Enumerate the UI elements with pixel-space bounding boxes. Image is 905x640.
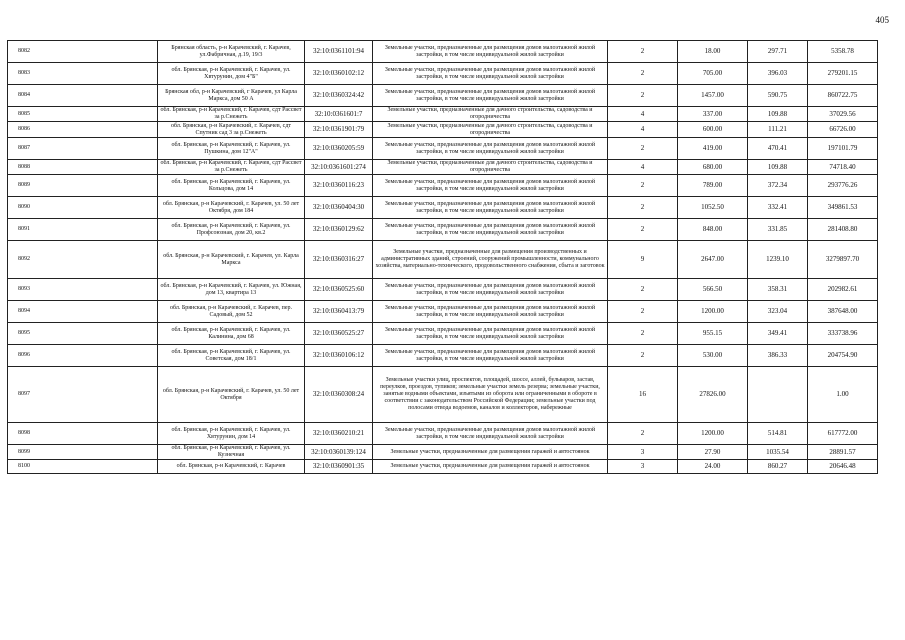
group-cell: 2 (608, 219, 678, 241)
cadastral-number-cell: 32:10:0360102:12 (305, 63, 373, 85)
group-cell: 9 (608, 241, 678, 279)
group-cell: 2 (608, 63, 678, 85)
table-row (8, 219, 878, 241)
cadastral-number-cell: 32:10:0361101:94 (305, 41, 373, 63)
land-use-cell: Земельные участки, предназначенные для размещения гаражей и автостоянок (373, 445, 608, 460)
land-use-cell: Земельные участки, предназначенные для размещения домов малоэтажной жилой застройки, в том числе индивидуальной жилой застройки (373, 197, 608, 219)
table-row (8, 175, 878, 197)
row-number: 8095 (8, 323, 158, 345)
land-use-cell: Земельные участки, предназначенные для дачного строительства, садоводства и огородничества (373, 160, 608, 175)
value-cell: 349861.53 (808, 197, 878, 219)
address-cell: обл. Брянская, р-н Карачевский, г. Карачев, сдт Рассвет за р.Снежеть (158, 107, 305, 122)
area-cell: 1457.00 (678, 85, 748, 107)
rate-cell: 470.41 (748, 138, 808, 160)
value-cell: 66726.00 (808, 122, 878, 138)
row-number: 8091 (8, 219, 158, 241)
rate-cell: 109.88 (748, 107, 808, 122)
row-number: 8082 (8, 41, 158, 63)
group-cell: 4 (608, 107, 678, 122)
cadastral-number-cell: 32:10:0360116:23 (305, 175, 373, 197)
table-body (8, 41, 878, 474)
cadastral-number-cell: 32:10:0360139:124 (305, 445, 373, 460)
row-number: 8093 (8, 279, 158, 301)
table-row (8, 460, 878, 474)
cadastral-number-cell: 32:10:0360316:27 (305, 241, 373, 279)
land-use-cell: Земельные участки, предназначенные для размещения домов малоэтажной жилой застройки, в том числе индивидуальной жилой застройки (373, 41, 608, 63)
area-cell: 24.00 (678, 460, 748, 474)
value-cell: 333738.96 (808, 323, 878, 345)
table-row (8, 63, 878, 85)
area-cell: 955.15 (678, 323, 748, 345)
table-row (8, 160, 878, 175)
address-cell: обл. Брянская, р-н Карачевский, г. Карачев (158, 460, 305, 474)
row-number: 8094 (8, 301, 158, 323)
table-row (8, 323, 878, 345)
group-cell: 2 (608, 323, 678, 345)
table-row (8, 138, 878, 160)
rate-cell: 514.81 (748, 423, 808, 445)
row-number: 8087 (8, 138, 158, 160)
address-cell: обл. Брянская, р-н Карачевский, г. Карачев, ул. Хвтурунин, дом 14 (158, 423, 305, 445)
address-cell: обл. Брянская, р-н Карачевский, г. Карачев, ул. Калинина, дом 68 (158, 323, 305, 345)
area-cell: 680.00 (678, 160, 748, 175)
row-number: 8083 (8, 63, 158, 85)
value-cell: 387648.00 (808, 301, 878, 323)
cadastral-value-table (7, 40, 878, 474)
land-use-cell: Земельные участки, предназначенные для дачного строительства, садоводства и огородничества (373, 107, 608, 122)
address-cell: обл. Брянская, р-н Карачевский, г. Карачев, ул. Хвтурунин, дом 4"Б" (158, 63, 305, 85)
group-cell: 16 (608, 367, 678, 423)
address-cell: обл. Брянская, р-н Карачевский, г. Карачев, ул. 50 лет Октября, дом 184 (158, 197, 305, 219)
land-use-cell: Земельные участки, предназначенные для размещения домов малоэтажной жилой застройки, в том числе индивидуальной жилой застройки (373, 138, 608, 160)
cadastral-number-cell: 32:10:0360525:60 (305, 279, 373, 301)
area-cell: 600.00 (678, 122, 748, 138)
area-cell: 419.00 (678, 138, 748, 160)
value-cell: 202982.61 (808, 279, 878, 301)
area-cell: 337.00 (678, 107, 748, 122)
address-cell: обл. Брянская, р-н Карачевский, г. Карачев, ул. 50 лет Октября (158, 367, 305, 423)
area-cell: 789.00 (678, 175, 748, 197)
row-number: 8089 (8, 175, 158, 197)
address-cell: обл. Брянская, р-н Карачевский, г. Карачев, ул. Кольцова, дом 14 (158, 175, 305, 197)
rate-cell (748, 367, 808, 423)
address-cell: обл. Брянская, р-н Карачевский, г. Карачев, ул. Кузнечная (158, 445, 305, 460)
table-row (8, 367, 878, 423)
address-cell: обл. Брянская, р-н Карачевский, г. Карачев, пер. Садовый, дом 52 (158, 301, 305, 323)
row-number: 8096 (8, 345, 158, 367)
group-cell: 4 (608, 160, 678, 175)
rate-cell: 111.21 (748, 122, 808, 138)
rate-cell: 1035.54 (748, 445, 808, 460)
cadastral-number-cell: 32:10:0361601:7 (305, 107, 373, 122)
cadastral-number-cell: 32:10:0361601:274 (305, 160, 373, 175)
row-number: 8099 (8, 445, 158, 460)
table-row (8, 423, 878, 445)
value-cell: 3279897.70 (808, 241, 878, 279)
rate-cell: 386.33 (748, 345, 808, 367)
address-cell: обл. Брянская, р-н Карачевский, г. Карачев, сдт Рассвет за р.Снежеть (158, 160, 305, 175)
group-cell: 2 (608, 345, 678, 367)
rate-cell: 590.75 (748, 85, 808, 107)
group-cell: 2 (608, 197, 678, 219)
area-cell: 848.00 (678, 219, 748, 241)
value-cell: 293776.26 (808, 175, 878, 197)
rate-cell: 349.41 (748, 323, 808, 345)
group-cell: 3 (608, 445, 678, 460)
page-number: 405 (875, 15, 889, 25)
table-row (8, 345, 878, 367)
group-cell: 2 (608, 279, 678, 301)
rate-cell: 331.85 (748, 219, 808, 241)
land-use-cell: Земельные участки, предназначенные для размещения домов малоэтажной жилой застройки, в том числе индивидуальной жилой застройки (373, 323, 608, 345)
group-cell: 2 (608, 301, 678, 323)
land-use-cell: Земельные участки, предназначенные для размещения домов малоэтажной жилой застройки, в том числе индивидуальной жилой застройки (373, 63, 608, 85)
address-cell: обл. Брянская, р-н Карачевский, г. Карачев, ул. Профсоюзная, дом 20, кв.2 (158, 219, 305, 241)
area-cell: 530.00 (678, 345, 748, 367)
rate-cell: 297.71 (748, 41, 808, 63)
land-use-cell: Земельные участки, предназначенные для размещения производственных и административных зданий, строений, сооружений промышленности, коммунального хозяйства, материально-технического, продовольственного снабжения, сбыта и заготовок (373, 241, 608, 279)
area-cell: 1052.50 (678, 197, 748, 219)
land-use-cell: Земельные участки, предназначенные для размещения домов малоэтажной жилой застройки, в том числе индивидуальной жилой застройки (373, 345, 608, 367)
value-cell: 5358.78 (808, 41, 878, 63)
address-cell: обл. Брянская, р-н Карачевский, г. Карачев, ул. Южная, дом 13, квартира 13 (158, 279, 305, 301)
table-row (8, 41, 878, 63)
table-row (8, 85, 878, 107)
row-number: 8092 (8, 241, 158, 279)
address-cell: обл. Брянская, р-н Карачевский, г. Карачев, ул. Карла Маркса (158, 241, 305, 279)
land-use-cell: Земельные участки, предназначенные для размещения домов малоэтажной жилой застройки, в том числе индивидуальной жилой застройки (373, 279, 608, 301)
value-cell: 204754.90 (808, 345, 878, 367)
area-cell: 566.50 (678, 279, 748, 301)
table-row (8, 197, 878, 219)
area-cell: 18.00 (678, 41, 748, 63)
group-cell: 4 (608, 122, 678, 138)
row-number: 8090 (8, 197, 158, 219)
rate-cell: 109.88 (748, 160, 808, 175)
row-number: 8098 (8, 423, 158, 445)
cadastral-number-cell: 32:10:0360308:24 (305, 367, 373, 423)
table-row (8, 241, 878, 279)
area-cell: 1200.00 (678, 423, 748, 445)
land-use-cell: Земельные участки, предназначенные для размещения домов малоэтажной жилой застройки, в том числе индивидуальной жилой застройки (373, 85, 608, 107)
area-cell: 1200.00 (678, 301, 748, 323)
rate-cell: 396.03 (748, 63, 808, 85)
cadastral-number-cell: 32:10:0360901:35 (305, 460, 373, 474)
cadastral-number-cell: 32:10:0361901:79 (305, 122, 373, 138)
table-row (8, 445, 878, 460)
row-number: 8086 (8, 122, 158, 138)
rate-cell: 372.34 (748, 175, 808, 197)
group-cell: 2 (608, 138, 678, 160)
land-use-cell: Земельные участки, предназначенные для размещения гаражей и автостоянок (373, 460, 608, 474)
land-use-cell: Земельные участки, предназначенные для размещения домов малоэтажной жилой застройки, в том числе индивидуальной жилой застройки (373, 301, 608, 323)
value-cell: 617772.00 (808, 423, 878, 445)
area-cell: 705.00 (678, 63, 748, 85)
cadastral-number-cell: 32:10:0360324:42 (305, 85, 373, 107)
rate-cell: 358.31 (748, 279, 808, 301)
address-cell: Брянская область, р-н Карачевский, г. Карачев, ул.Фабричная, д.19, 19/3 (158, 41, 305, 63)
address-cell: обл. Брянская, р-н Карачевский, г. Карачев, сдт Спутник сад 3 за р.Снежеть (158, 122, 305, 138)
cadastral-number-cell: 32:10:0360205:59 (305, 138, 373, 160)
land-use-cell: Земельные участки улиц, проспектов, площадей, шоссе, аллей, бульваров, застав, переулков, проездов, тупиков; земельные участки земель резерва; земельные участки, занятые водными объектами, изъятыми из оборота или ограниченными в обороте в соответствии с законодательством Российской Федерации; земельные участки под полосами отвода водоемов, каналов и коллекторов, набережные (373, 367, 608, 423)
group-cell: 2 (608, 423, 678, 445)
group-cell: 3 (608, 460, 678, 474)
cadastral-number-cell: 32:10:0360525:27 (305, 323, 373, 345)
row-number: 8084 (8, 85, 158, 107)
address-cell: обл. Брянская, р-н Карачевский, г. Карачев, ул. Пушкина, дом 12"А" (158, 138, 305, 160)
value-cell: 860722.75 (808, 85, 878, 107)
row-number: 8100 (8, 460, 158, 474)
land-use-cell: Земельные участки, предназначенные для размещения домов малоэтажной жилой застройки, в том числе индивидуальной жилой застройки (373, 175, 608, 197)
rate-cell: 1239.10 (748, 241, 808, 279)
value-cell: 28891.57 (808, 445, 878, 460)
value-cell: 20646.48 (808, 460, 878, 474)
rate-cell: 323.04 (748, 301, 808, 323)
table-row (8, 107, 878, 122)
table-row (8, 122, 878, 138)
row-number: 8085 (8, 107, 158, 122)
land-use-cell: Земельные участки, предназначенные для размещения домов малоэтажной жилой застройки, в том числе индивидуальной жилой застройки (373, 423, 608, 445)
value-cell: 279201.15 (808, 63, 878, 85)
cadastral-number-cell: 32:10:0360106:12 (305, 345, 373, 367)
land-use-cell: Земельные участки, предназначенные для размещения домов малоэтажной жилой застройки, в том числе индивидуальной жилой застройки (373, 219, 608, 241)
row-number: 8097 (8, 367, 158, 423)
cadastral-number-cell: 32:10:0360129:62 (305, 219, 373, 241)
area-cell: 2647.00 (678, 241, 748, 279)
group-cell: 2 (608, 85, 678, 107)
value-cell: 281408.80 (808, 219, 878, 241)
cadastral-number-cell: 32:10:0360413:79 (305, 301, 373, 323)
address-cell: обл. Брянская, р-н Карачевский, г. Карачев, ул. Советская, дом 18/1 (158, 345, 305, 367)
value-cell: 37029.56 (808, 107, 878, 122)
group-cell: 2 (608, 41, 678, 63)
area-cell: 27.90 (678, 445, 748, 460)
table-row (8, 301, 878, 323)
group-cell: 2 (608, 175, 678, 197)
value-cell: 197101.79 (808, 138, 878, 160)
cadastral-number-cell: 32:10:0360210:21 (305, 423, 373, 445)
address-cell: Брянская обл, р-н Карачевский, г Карачев, ул Карла Маркса, дом 50 А (158, 85, 305, 107)
table-row (8, 279, 878, 301)
rate-cell: 860.27 (748, 460, 808, 474)
land-use-cell: Земельные участки, предназначенные для дачного строительства, садоводства и огородничества (373, 122, 608, 138)
area-cell: 27826.00 (678, 367, 748, 423)
value-cell: 1.00 (808, 367, 878, 423)
row-number: 8088 (8, 160, 158, 175)
cadastral-number-cell: 32:10:0360404:30 (305, 197, 373, 219)
value-cell: 74718.40 (808, 160, 878, 175)
rate-cell: 332.41 (748, 197, 808, 219)
